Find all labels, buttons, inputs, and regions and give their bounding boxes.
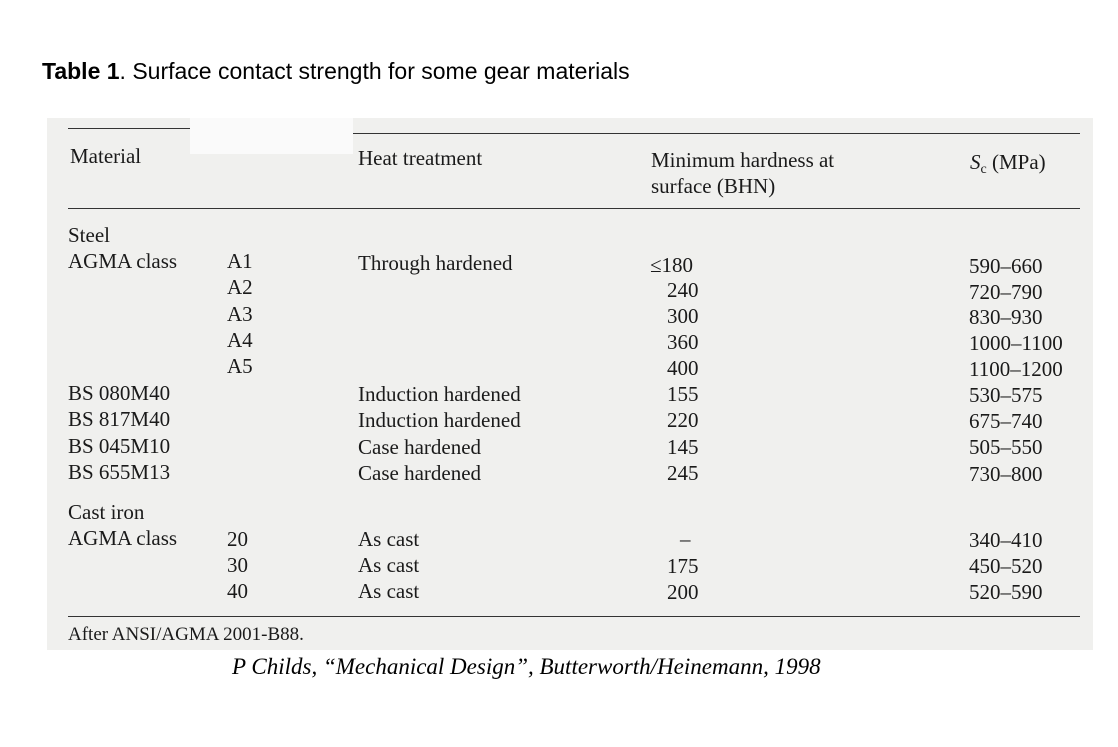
cell-hardness: 200: [667, 580, 699, 604]
cell-material: BS 045M10: [68, 434, 171, 458]
header-sc-symbol: S: [970, 150, 981, 174]
header-hardness-line1: Minimum hardness at: [651, 148, 835, 172]
cell-treatment: Induction hardened: [358, 408, 521, 432]
cell-material: BS 080M40: [68, 381, 171, 405]
header-sc-subscript: c: [980, 162, 987, 177]
cell-hardness: 155: [667, 382, 699, 406]
cell-class: A5: [227, 354, 253, 378]
cell-sc: 830–930: [969, 305, 1043, 329]
cell-treatment: As cast: [358, 527, 420, 551]
cell-material: AGMA class: [68, 526, 178, 550]
cell-hardness: 300: [667, 304, 699, 328]
table-footnote: After ANSI/AGMA 2001-B88.: [68, 624, 304, 645]
cell-treatment: Induction hardened: [358, 382, 521, 406]
top-rule-left: [68, 128, 190, 129]
cell-hardness: 240: [667, 278, 699, 302]
cell-sc: 730–800: [969, 462, 1043, 486]
cell-material: BS 817M40: [68, 407, 171, 431]
cell-hardness: –: [680, 527, 691, 551]
cell-class: A4: [227, 328, 253, 352]
cell-class: 20: [227, 527, 248, 551]
cell-hardness: 245: [667, 461, 699, 485]
header-hardness-line2: surface (BHN): [651, 174, 776, 198]
header-sc: [970, 149, 1046, 183]
cell-hardness: ≤180: [650, 253, 694, 277]
cell-treatment: As cast: [358, 553, 420, 577]
cell-sc: 1000–1100: [969, 331, 1063, 355]
cell-sc: 505–550: [969, 435, 1043, 459]
cell-treatment: Through hardened: [358, 251, 513, 275]
table-caption-label: Table 1: [42, 58, 120, 84]
bottom-rule: [68, 616, 1080, 617]
cell-hardness: 145: [667, 435, 699, 459]
source-credit: P Childs, “Mechanical Design”, Butterworth/Heinemann, 1998: [232, 654, 821, 679]
header-heat-treatment: Heat treatment: [358, 146, 483, 170]
cell-class: A2: [227, 275, 253, 299]
cell-treatment: Case hardened: [358, 435, 482, 459]
cell-hardness: 220: [667, 408, 699, 432]
cell-class: A3: [227, 302, 253, 326]
cell-hardness: 400: [667, 356, 699, 380]
cell-class: 30: [227, 553, 248, 577]
cell-sc: 720–790: [969, 280, 1043, 304]
header-material: Material: [70, 144, 142, 168]
header-sc-unit: (MPa): [986, 150, 1046, 174]
scanned-table-image: [47, 118, 1093, 650]
cell-sc: 1100–1200: [969, 357, 1063, 381]
top-rule-right: [353, 133, 1080, 134]
cell-hardness: 360: [667, 330, 699, 354]
cell-material: Steel: [68, 223, 110, 247]
scan-patch: [190, 118, 353, 154]
cell-treatment: As cast: [358, 579, 420, 603]
cell-class: 40: [227, 579, 248, 603]
cell-sc: 450–520: [969, 554, 1043, 578]
cell-sc: 530–575: [969, 383, 1043, 407]
cell-material: AGMA class: [68, 249, 178, 273]
cell-sc: 340–410: [969, 528, 1043, 552]
table-caption: [42, 58, 630, 85]
cell-sc: 520–590: [969, 580, 1043, 604]
cell-material: Cast iron: [68, 500, 145, 524]
header-rule: [68, 208, 1080, 209]
cell-sc: 590–660: [969, 254, 1043, 278]
cell-class: A1: [227, 249, 253, 273]
cell-treatment: Case hardened: [358, 461, 482, 485]
table-caption-text: . Surface contact strength for some gear materials: [119, 58, 630, 84]
cell-hardness: 175: [667, 554, 699, 578]
cell-material: BS 655M13: [68, 460, 171, 484]
cell-sc: 675–740: [969, 409, 1043, 433]
